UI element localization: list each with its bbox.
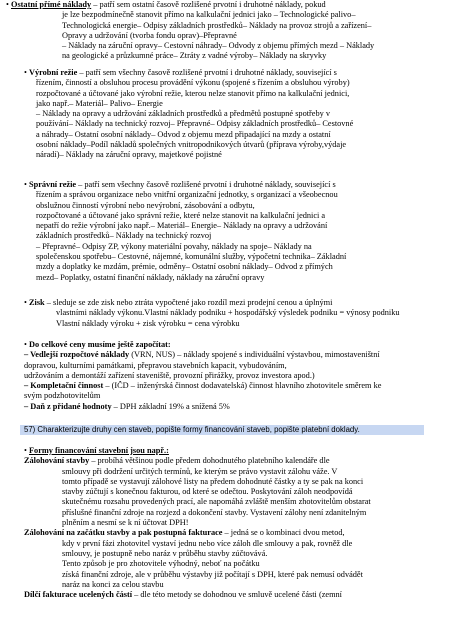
emphasis-text: Správní režie <box>28 180 77 189</box>
body-text: • <box>24 446 29 455</box>
body-text: – patří sem všechny časově rozlišené prvotní i druhotné náklady, související s <box>76 180 336 189</box>
text-line <box>0 41 452 51</box>
emphasis-text: Formy financování stavební jsou např.: <box>28 446 169 455</box>
body-text: – probíhá většinou podle předem dohodnutého platebního kalendáře dle <box>89 456 330 466</box>
body-text: získá finanční zdroje, ale v průběhu výstavby již počítají s DPH, které pak nemusí odvádět <box>62 569 363 579</box>
body-text: smlouvy, je postupně nebo naráz v průběhu stavby zúčtovává. <box>62 548 268 558</box>
text-line <box>0 68 452 78</box>
body-text: • <box>24 68 29 77</box>
text-line <box>0 391 452 401</box>
section-celkove <box>0 340 452 412</box>
body-text: skutečnému rozsahu provedených prací, ale napomáhá zvláště menším zhotovitelům obstarat <box>62 497 371 507</box>
text-line <box>0 31 452 41</box>
body-text: Tento způsob je pro zhotovitele výhodný, neboť na počátku <box>62 559 260 569</box>
text-line <box>0 99 452 109</box>
text-line <box>0 190 452 200</box>
text-line <box>0 252 452 262</box>
text-line <box>0 350 452 360</box>
body-text: smlouvy při dodržení určitých termínů, ke kterým se právo vystavit zálohu váže. V <box>62 466 338 476</box>
text-line <box>0 456 452 466</box>
text-line <box>0 402 452 412</box>
body-text: naráz na konci za celou stavbu <box>62 579 164 589</box>
body-text: jako např.– Materiál– Palivo– Energie <box>36 98 163 108</box>
text-line <box>0 231 452 241</box>
emphasis-text: Zálohování na začátku stavby a pak postupná fakturace <box>24 528 223 538</box>
text-line <box>0 78 452 88</box>
text-line <box>0 487 452 497</box>
emphasis-text: Dílčí fakturace ucelených částí <box>24 590 133 600</box>
body-text: na geologické a průzkumné práce– Ztráty z vadné výroby– Náklady na skryvky <box>62 51 327 61</box>
section-otazka <box>0 425 452 435</box>
text-line <box>0 570 452 580</box>
body-text: používání– Náklady na technický rozvoj– Přepravné– Odpisy základních prostředků– Cestovné <box>36 119 354 129</box>
body-text: – Náklady na záruční opravy– Cestovní náhrady– Odvody z objemu přímých mezd – Náklady <box>62 41 375 51</box>
body-text: – Přepravné– Odpisy ZP, výkony materiální povahy, náklady na spoje– Náklady na <box>36 241 312 251</box>
text-line <box>0 21 452 31</box>
text-line <box>0 319 452 329</box>
text-line <box>0 518 452 528</box>
body-text: nepatří do režie výrobní jako např.– Materiál– Energie– Náklady na opravy a udržování <box>36 221 328 231</box>
text-line <box>0 10 452 20</box>
text-line <box>0 211 452 221</box>
body-text: rozpočtované a účtované jako správní režie, které nelze stanovit na kalkulační jednici a <box>36 210 326 220</box>
section-zisk <box>0 298 452 329</box>
body-text: • <box>24 180 29 189</box>
section-formy <box>0 446 452 600</box>
text-line <box>0 0 452 10</box>
text-line <box>0 371 452 381</box>
emphasis-text: Zisk <box>28 298 45 307</box>
body-text: obslužnou činností výrobní nebo nevýrobní, zásobování a odbytu, <box>36 200 255 210</box>
body-text: řízením, činností a obsluhou procesu provádění výkonu (spojené s řízením a obsluhou výroby) <box>36 78 350 88</box>
text-line <box>0 273 452 283</box>
body-text: mezd– Poplatky, ostatní finanční náklady, náklady na záruční opravy <box>36 272 265 282</box>
body-text: – sleduje se zde zisk nebo ztráta vypočtené jako rozdíl mezi prodejní cenou a úplnými <box>44 298 333 307</box>
body-text: udržováním a demontáží zařízení staveniště, provozní přirážky, provoz investora apod.) <box>24 370 315 380</box>
body-text: svým podzhotovitelům <box>24 391 101 401</box>
body-text: • <box>24 298 29 307</box>
body-text: stavby zúčtují s konečnou fakturou, od které se odečtou. Poskytování záloh neodpovídá <box>62 487 353 497</box>
body-text: náradí)– Náklady na záruční opravy, majetkové pojistné <box>36 150 222 160</box>
text-line <box>0 467 452 477</box>
question-heading <box>20 425 424 435</box>
body-text: Vlastní náklady výroku + zisk výrobku = cena výrobku <box>56 318 240 328</box>
text-line <box>0 262 452 272</box>
body-text: Opravy a udržování (tvorba fondu oprav)–Přepravné <box>62 30 237 40</box>
text-line <box>0 119 452 129</box>
emphasis-text: – Vedlejší rozpočtové náklady <box>24 350 130 360</box>
body-text: kdy v první fázi zhotovitel vystaví jednu nebo více záloh dle smlouvy a pak, rovněž dle <box>62 538 353 548</box>
text-line <box>0 298 452 308</box>
text-line <box>0 109 452 119</box>
body-text: 57) Charakterizujte druhy cen staveb, popište formy financování staveb, popište platební doklady. <box>24 425 360 434</box>
text-line <box>0 508 452 518</box>
body-text: – DPH základní 19% a snížená 5% <box>111 401 230 411</box>
text-line <box>0 89 452 99</box>
body-text: příslušné finanční zdroje na rozjezd a dokončení stavby. Vystavení zálohy není zdanitelným <box>62 507 367 517</box>
emphasis-text: Výrobní režie <box>28 68 78 77</box>
body-text: – jedná se o kombinaci dvou metod, <box>222 528 345 538</box>
text-line <box>0 559 452 569</box>
emphasis-text: Ostatní přímé náklady <box>10 0 92 9</box>
text-line <box>0 497 452 507</box>
text-line <box>0 221 452 231</box>
section-spravni <box>0 180 452 283</box>
body-text: – patří sem všechny časově rozlišené prvotní i druhotné náklady, související s <box>77 68 337 77</box>
text-line <box>0 308 452 318</box>
text-line <box>0 130 452 140</box>
text-line <box>0 361 452 371</box>
text-line <box>0 201 452 211</box>
body-text: – (IČD – inženýrská činnost dodavatelská) činnost hlavního zhotovitele směrem ke <box>103 381 382 391</box>
body-text: • <box>6 0 11 9</box>
body-text: základních prostředků– Náklady na technický rozvoj <box>36 231 212 241</box>
text-line <box>0 140 452 150</box>
text-line <box>0 340 452 350</box>
emphasis-text: Do celkové ceny musíme ještě započítat: <box>28 340 171 349</box>
body-text: dopravou, kulturními památkami, přepravou stavebních kapacit, vybudováním, <box>24 360 287 370</box>
text-line <box>0 150 452 160</box>
text-line <box>0 528 452 538</box>
emphasis-text: Zálohování stavby <box>24 456 90 466</box>
body-text: je lze bezpodmínečně stanovit přímo na kalkulační jednici jako – Technologické palivo– <box>62 10 356 20</box>
section-vyrobni <box>0 68 452 161</box>
body-text: řízením a správou organizace nebo vnitřní organizační jednotky, s organizací a všeobecnou <box>36 190 338 200</box>
body-text: (VRN, NUS) – náklady spojené s individuální výstavbou, mimostaveništní <box>129 350 380 360</box>
body-text: Technologická energie– Odpisy základních prostředků– Náklady na provoz strojů a zařízení– <box>62 20 372 30</box>
body-text: – Náklady na opravy a udržování základních prostředků a předmětů postupné spotřeby v <box>36 109 330 119</box>
text-line <box>0 477 452 487</box>
text-line <box>0 590 452 600</box>
text-line <box>0 446 452 456</box>
body-text: plněním a nesmí se k ní účtovat DPH! <box>62 518 189 528</box>
body-text: tomto případě se vystavují zálohové listy na předem dohodnuté částky a ty se pak na konci <box>62 476 364 486</box>
body-text: mzdy a doplatky ke mzdám, prémie, odměny– Ostatní osobní náklady– Odvod z přímých <box>36 262 333 272</box>
text-line <box>0 381 452 391</box>
text-line <box>0 580 452 590</box>
section-ostatni <box>0 0 452 62</box>
body-text: osobní náklady–Podíl nákladů společných vnitropodnikových útvarů (příprava výroby,výdaje <box>36 140 347 150</box>
body-text: vlastními náklady výkonu.Vlastní náklady podniku + hospodářský výsledek podniku = výnosy podniku <box>56 308 400 318</box>
text-line <box>0 549 452 559</box>
body-text: – dle této metody se dohodnou ve smluvě ucelené části (zemní <box>132 590 342 600</box>
body-text: – patří sem ostatní časově rozlišené prvotní i druhotné náklady, pokud <box>91 0 326 9</box>
body-text: společenskou spotřebu– Cestovné, nájemné, komunální služby, výpočetní technika– Základní <box>36 252 347 262</box>
body-text: rozpočtované a účtované jako výrobní režie, kterou nelze stanovit přímo na kalkulační jednici, <box>36 88 350 98</box>
text-line <box>0 51 452 61</box>
text-line <box>0 242 452 252</box>
emphasis-text: – Kompletační činnost <box>24 381 104 391</box>
emphasis-text: – Daň z přidané hodnoty <box>24 401 112 411</box>
body-text: a náhrady– Ostatní osobní náklady– Odvod z objemu mezd připadající na mzdy a ostatní <box>36 129 331 139</box>
body-text: • <box>24 340 29 349</box>
text-line <box>0 180 452 190</box>
text-line <box>0 539 452 549</box>
